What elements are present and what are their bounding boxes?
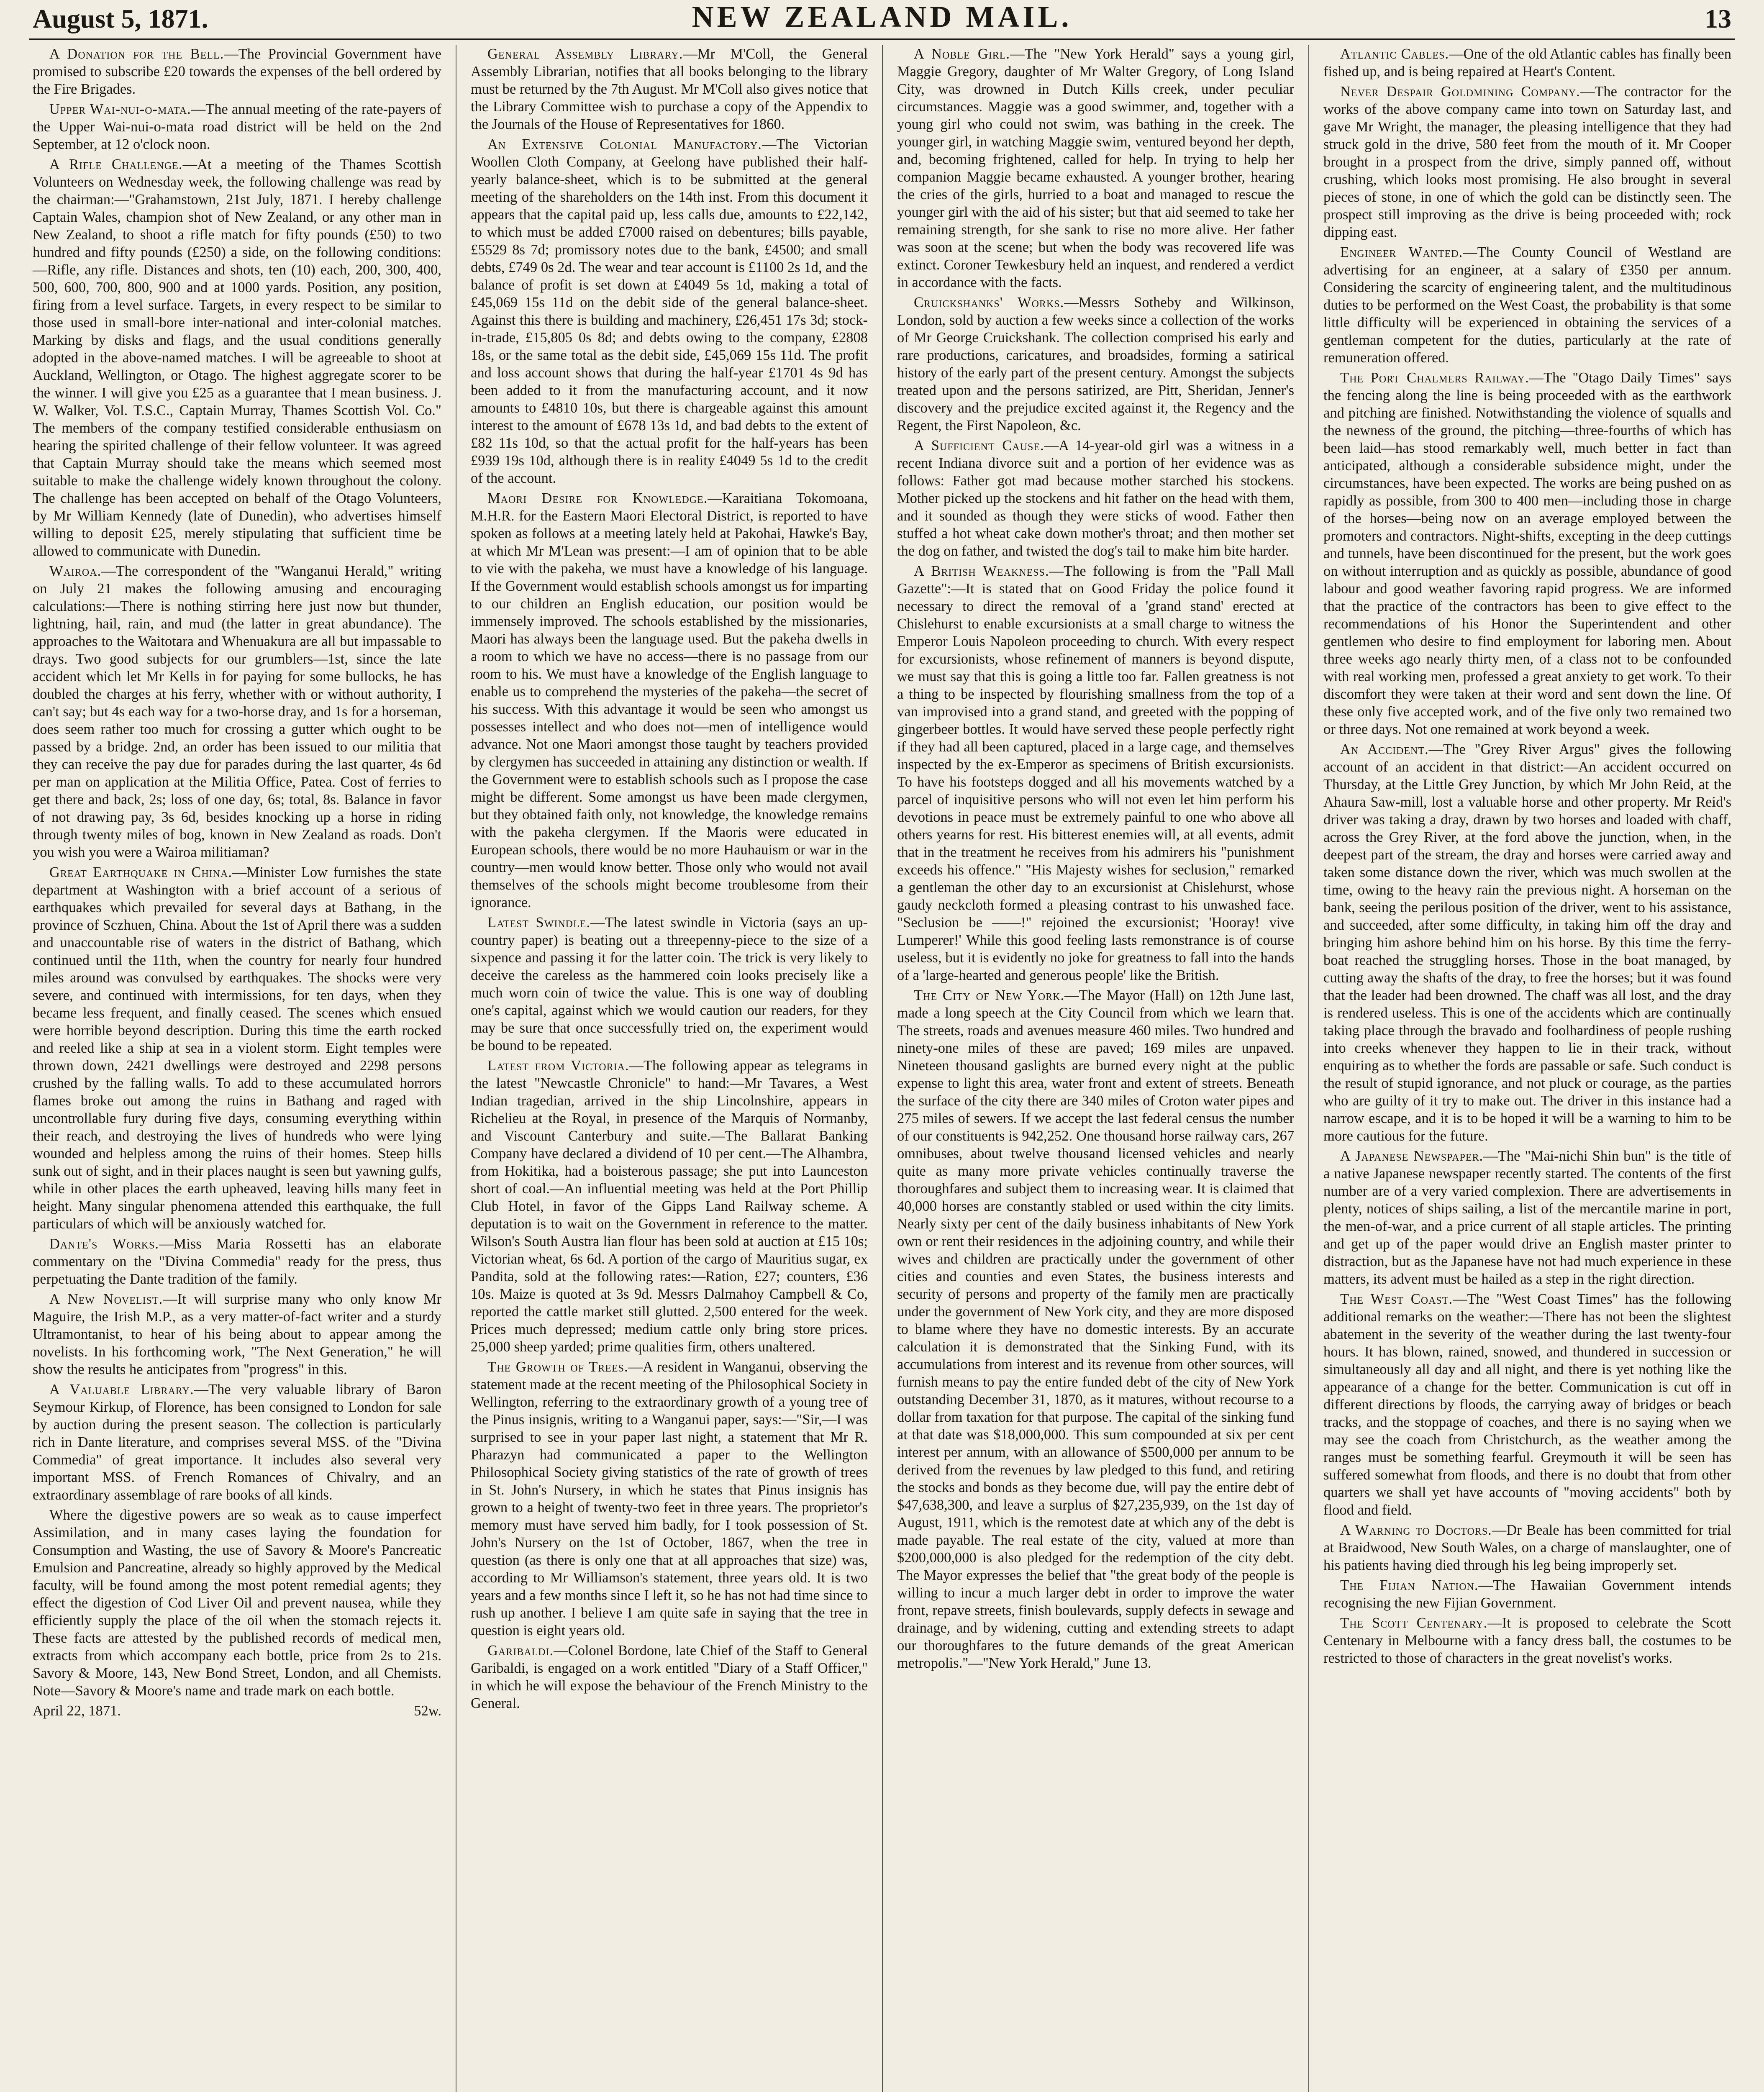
article-body: —The "Grey River Argus" gives the following account of an accident in that district:—An accident occurred on Thursday, at the Little Grey Junction, by which Mr John Reid, at the Ahaura Saw-mill, lost a valuable horse and other property. Mr Reid's driver was taking a dray, drawn by two horses and loaded with chaff, across the Grey River, at the ford above the junction, when, in the deepest part of the stream, the dray and horses were carried away and taken some distance down the river, which was much swollen at the time, owing to the heavy rain the previous night. A horseman on the bank, seeing the perilous position of the driver, went to his assistance, and succeeded, after some difficulty, in taking him off the dray and bringing him ashore behind him on his horse. By this time the ferry-boat reached the struggling horses. Those in the boat managed, by cutting away the shafts of the dray, to free the horses; but it was found that the leader had been drowned. The chaff was all lost, and the dray is rendered useless. This is one of the accidents which are continually taking place through the bravado and foolhardiness of people rushing into creeks whenever they happen to lie in their track, without enquiring as to whether the fords are passable or safe. Such conduct is the result of stupid ignorance, and not pluck or courage, as the parties who are guilty of it try to make out. The driver in this instance had a narrow escape, and it is to be hoped it will be a warning to him to be more cautious for the future. [1323, 741, 1731, 1144]
article-body: —The following appear as telegrams in the latest "Newcastle Chronicle" to hand:—Mr Tavares, a West Indian tragedian, arrived in the ship Lincolnshire, appears in Richelieu at the Royal, in presence of the Marquis of Normanby, and Viscount Canterbury and suite.—The Ballarat Banking Company have declared a dividend of 10 per cent.—The Alhambra, from Hokitika, had a boisterous passage; she put into Launceston short of coal.—An influential meeting was held at the Port Phillip Club Hotel, in favor of the Gipps Land Railway scheme. A deputation is to wait on the Government in reference to the matter. Wilson's South Austra lian flour has been sold at auction at £15 10s; Victorian wheat, 6s 6d. A portion of the cargo of Mauritius sugar, ex Pandita, sold at the following rates:—Ration, £27; counters, £36 10s. Maize is quoted at 3s 9d. Messrs Dalmahoy Campbell & Co, reported the cattle market still glutted. 2,500 entered for the week. Prices much depressed; medium cattle only bring store prices. 25,000 sheep yarded; prime qualities firm, others unaltered. [471, 1058, 868, 1355]
article-body: —It will surprise many who only know Mr Maguire, the Irish M.P., as a very matter-of-fact writer and a sturdy Ultramontanist, to hear of his being about to appear among the novelists. In his forthcoming work, "The Next Generation," he will show the results he anticipates from "progress" in this. [33, 1291, 441, 1377]
article-heading: Engineer Wanted. [1340, 244, 1463, 260]
article-body: —The Hawaiian Government intends recognising the new Fijian Government. [1323, 1577, 1731, 1611]
article-paragraph [33, 562, 441, 861]
article-body: —A resident in Wanganui, observing the statement made at the recent meeting of the Philosophical Society in Wellington, referring to the extraordinary growth of a young tree of the Pinus insignis, writing to a Wanganui paper, says:—"Sir,—I was surprised to see in your paper last night, a statement that Mr R. Pharazyn had communicated a paper to the Wellington Philosophical Society giving statistics of the rate of growth of trees in St. John's Nursery, in which he states that Pinus insignis has grown to a height of twenty-two feet in three years. The proprietor's memory must have served him badly, for I took possession of St. John's Nursery on the 1st of October, 1867, when the tree in question (as there is only one that at all approaches that size) was, according to Mr Williamson's statement, three years old. It is two years and a few months since I left it, so he has not had time since to rush up another. I believe I am quite safe in saying that the tree in question is eight years old. [471, 1359, 868, 1638]
article-heading: The Fijian Nation. [1340, 1577, 1479, 1593]
article-body: —The Victorian Woollen Cloth Company, at Geelong have published their half-yearly balance-sheet, which is to be submitted at the general meeting of the shareholders on the 14th inst. From this document it appears that the capital paid up, less calls due, amounts to £22,142, to which must be added £7000 raised on debentures; bills payable, £5529 8s 7d; promissory notes due to the bank, £4500; and small debts, £749 0s 2d. The wear and tear account is £1100 2s 1d, and the balance of profit is set down at £4049 5s 1d, making a total of £45,069 15s 11d on the debit side of the general balance-sheet. Against this there is building and machinery, £26,451 17s 3d; stock-in-trade, £15,805 0s 8d; and debts owing to the company, £2808 18s, or the same total as the debit side, £45,069 15s 11d. The profit and loss account shows that during the half-year £1701 4s 9d has been added to it from the manufacturing account, and it now amounts to £4810 10s, but there is chargeable against this amount interest to the amount of £678 13s 1d, and bad debts to the extent of £82 11s 10d, so that the actual profit for the half-years has been £939 19s 10d, although there is in reality £4049 5s 1d to the credit of the account. [471, 136, 868, 486]
article-body: —The Provincial Government have promised to subscribe £20 towards the expenses of the bell ordered by the Fire Brigades. [33, 46, 441, 97]
article-paragraph [33, 100, 441, 153]
article-body: —Minister Low furnishes the state department at Washington with a brief account of a serious of earthquakes which prevailed for several days at Bathang, in the province of Sczhuen, China. About the 1st of April there was a sudden and unaccountable rise of waters in the district of Bathang, which continued until the 11th, when the country for nearly four hundred miles around was convulsed by earthquakes. The shocks were very severe, and continued with intermissions, for ten days, when they became less frequent, and finally ceased. The scenes which ensued were horrible beyond description. During this time the earth rocked and reeled like a ship at sea in a violent storm. Eight temples were thrown down, 2421 dwellings were destroyed and 2298 persons crushed by the falling walls. To add to these accumulated horrors flames broke out among the ruins in Bathang and raged with uncontrollable fury during five days, consuming everything within their reach, and destroying the lives of hundreds who were lying wounded and helpless among the ruins of their homes. Steep hills sunk out of sight, and in their places naught is seen but yawning gulfs, while in other places the earth upheaved, leaving hills many feet in height. Many singular phenomena attended this earthquake, the full particulars of which will be anxiously watched for. [33, 864, 441, 1232]
article-heading: A Noble Girl. [914, 46, 1010, 62]
article-body: —The "West Coast Times" has the following additional remarks on the weather:—There has not been the slightest abatement in the severity of the weather during the last twenty-four hours. It has blown, rained, snowed, and thundered in succession or simultaneously all day and all night, and there is yet nothing like the appearance of a change for the better. Communication is cut off in different directions by floods, the carrying away of bridges or beach tracks, and the stoppage of coaches, and there is no saying when we may see the coach from Christchurch, as the weather among the ranges must be something fearful. Greymouth it will be seen has suffered somewhat from floods, and there is no doubt that from other quarters we shall yet have accounts of "moving accidents" both by flood and field. [1323, 1291, 1731, 1518]
article-heading: The Scott Centenary. [1340, 1615, 1488, 1631]
article-paragraph [33, 156, 441, 560]
article-paragraph [33, 1381, 441, 1504]
article-heading: A Valuable Library. [49, 1382, 194, 1397]
article-paragraph [471, 1642, 868, 1712]
article-body: —The "New York Herald" says a young girl, Maggie Gregory, daughter of Mr Walter Gregory, of Long Island City, was drowned in Dutch Kills creek, under peculiar circumstances. Maggie was a good swimmer, and, together with a young girl who could not swim, was bathing in the creek. The younger girl, in watching Maggie swim, ventured beyond her depth, and, becoming frightened, called for help. In trying to help her companion Maggie became exhausted. A younger brother, hearing the cries of the girls, hurried to a boat and managed to rescue the younger girl with the aid of his sister; but that aid seemed to take her remaining strength, for she sank to rise no more alive. Her father was soon at the scene; but when the body was recovered life was extinct. Coroner Tewkesbury held an inquest, and rendered a verdict in accordance with the facts. [897, 46, 1294, 290]
article-paragraph [1323, 1147, 1731, 1288]
advertisement-code: 52w. [414, 1703, 441, 1719]
article-paragraph [471, 45, 868, 133]
article-heading: Atlantic Cables. [1340, 46, 1449, 62]
article-body: —The annual meeting of the rate-payers of the Upper Wai-nui-o-mata road district will be held on the 2nd September, at 12 o'clock noon. [33, 101, 441, 152]
article-heading: A Donation for the Bell. [49, 46, 224, 62]
article-body: —Karaitiana Tokomoana, M.H.R. for the Eastern Maori Electoral District, is reported to have spoken as follows at a meeting lately held at Pakohai, Hawke's Bay, at which Mr M'Lean was present:—I am of opinion that to be able to vie with the pakeha, we must have a knowledge of his language. If the Government would establish schools amongst us for imparting to our children an English education, our position would be immensely improved. The schools established by the missionaries, Maori has always been the language used. But the pakeha dwells in a room to which we have no access—there is no passage from our room to his. We must have a knowledge of the English language to enable us to comprehend the mysteries of the pakeha—the secret of his success. With this advantage it would be seen who amongst us possesses intellect and who does not—men of intelligence would advance. Not one Maori amongst those taught by teachers provided by clergymen has succeeded in attaining any distinction or wealth. If the Government were to establish schools such as I propose the case might be different. Some amongst us have been made clergymen, but they obtained faith only, not knowledge, the knowledge remains with the pakeha clergymen. If the Maoris were educated in European schools, there would be no more Hauhauism or war in the country—men would know better. Those only who would not avail themselves of the schools might become troublesome from their ignorance. [471, 490, 868, 910]
article-heading: A Japanese Newspaper. [1340, 1148, 1484, 1164]
article-body: —The correspondent of the "Wanganui Herald," writing on July 21 makes the following amusing and encouraging calculations:—There is nothing stirring here just now but thunder, lightning, hail, rain, and mud (the latter in great abundance). The approaches to the Waitotara and Whenuakura are all but impassable to drays. Two good subjects for our grumblers—1st, since the late accident which let Mr Kells in for paying for some bullocks, he has doubled the charges at his ferry, whether with or without authority, I can't say; but 4s each way for a two-horse dray, and 1s for a horseman, does seem rather too much for crossing a gutter which ought to be passed by a bridge. 2nd, an order has been issued to our militia that they can receive the pay due for parades during the last quarter, 4s 6d per man on application at the Militia Office, Patea. Cost of ferries to get there and back, 2s; loss of one day, 6s; total, 8s. Balance in favor of not drawing pay, 3s 6d, besides knocking up a horse in riding through twenty miles of bog, known in New Zealand as roads. Don't you wish you were a Wairoa militiaman? [33, 563, 441, 860]
advertisement-date: April 22, 1871. [33, 1703, 121, 1719]
article-heading: Dante's Works. [49, 1236, 159, 1252]
article-paragraph [1323, 1521, 1731, 1574]
article-body: —It is proposed to celebrate the Scott Centenary in Melbourne with a fancy dress ball, the costumes to be restricted to those of characters in the great novelist's works. [1323, 1615, 1731, 1666]
article-heading: A British Weakness. [914, 563, 1049, 579]
article-body: —At a meeting of the Thames Scottish Volunteers on Wednesday week, the following challenge was read by the chairman:—"Grahamstown, 21st July, 1871. I hereby challenge Captain Wales, champion shot of New Zealand, or any other man in New Zealand, to shoot a rifle match for fifty pounds (£50) to two hundred and fifty pounds (£250) a side, on the following conditions:—Rifle, any rifle. Distances and shots, ten (10) each, 200, 300, 400, 500, 600, 700, 800, 900 and at 1000 yards. Position, any position, firing from a level surface. Targets, in every respect to be similar to those used in small-bore inter-national and inter-colonial matches. Marking by disks and flags, and the usual conditions generally adopted in the above-named matches. I will be agreeable to shoot at Auckland, Wellington, or Otago. The highest aggregate scorer to be the winner. I will give you £25 as a guarantee that I mean business. J. W. Walker, Vol. T.S.C., Captain Murray, Thames Scottish Vol. Co." The members of the company testified considerable enthusiasm on hearing the spirited challenge of their fellow volunteer. It was agreed that Captain Murray should take the means which seemed most suitable to make the challenge widely known throughout the colony. The challenge has been accepted on behalf of the Otago Volunteers, by Mr William Kennedy (late of Dunedin), who advertises himself willing to deposit £25, merely stipulating that sufficient time be allowed to communicate with Dunedin. [33, 156, 441, 559]
article-heading: A New Novelist. [49, 1291, 163, 1307]
article-heading: Great Earthquake in China. [49, 864, 232, 880]
article-heading: An Extensive Colonial Manufactory. [487, 136, 762, 152]
article-heading: Wairoa. [49, 563, 102, 579]
column-4 [1308, 45, 1735, 2092]
article-heading: The Growth of Trees. [487, 1359, 628, 1375]
article-paragraph [471, 1358, 868, 1639]
article-paragraph [1323, 741, 1731, 1145]
masthead [29, 0, 1735, 40]
article-paragraph [897, 45, 1294, 291]
issue-date: August 5, 1871. [33, 4, 208, 33]
article-body: —The following is from the "Pall Mall Gazette":—It is stated that on Good Friday the police found it necessary to direct the removal of a 'grand stand' erected at Chislehurst to enable excursionists at a small charge to witness the Emperor Louis Napoleon proceeding to church. With every respect for excursionists, whose refinement of manners is beyond dispute, we must say that this is going a little too far. Fallen greatness is not a thing to be inspected by flourishing smallness from the top of a van improvised into a grand stand, and greeted with the popping of gingerbeer bottles. It would have served these people perfectly right if they had all been captured, placed in a large cage, and themselves inspected by the ex-Emperor as specimens of British excursionists. To have his footsteps dogged and all his movements watched by a parcel of inquisitive persons who will not even let him perform his devotions in peace must be extremely painful to one who above all others yearns for rest. His bitterest enemies will, at all events, admit that in the treatment he receives from his admirers his "punishment exceeds his offence." "His Majesty wishes for seclusion," remarked a gentleman the other day to an excursionist at Chislehurst, whose gaudy neckcloth formed a pleasing contrast to his unwashed face. "Seclusion be ——!" rejoined the excursionist; 'Hooray! vive Lumperer!' While this good feeling lasts remonstrance is of course useless, but it is evidently no joke for greatness to fall into the hands of a 'large-hearted and generous people' like the British. [897, 563, 1294, 983]
article-heading: Latest from Victoria. [487, 1058, 629, 1074]
article-paragraph [33, 1235, 441, 1288]
article-body: —Miss Maria Rossetti has an elaborate commentary on the "Divina Commedia" ready for the press, thus perpetuating the Dante tradition of the family. [33, 1236, 441, 1287]
article-paragraph [1323, 244, 1731, 367]
article-paragraph [897, 987, 1294, 1672]
article-columns [29, 45, 1735, 2092]
article-paragraph [1323, 45, 1731, 80]
article-paragraph [897, 562, 1294, 984]
article-body: —The Mayor (Hall) on 12th June last, made a long speech at the City Council from which we learn that. The streets, roads and avenues measure 460 miles. Two hundred and ninety-one miles of these are paved; 169 miles are unpaved. Nineteen thousand gaslights are burned every night at the public expense to light this area, water front and extent of streets. Beneath the surface of the city there are 340 miles of Croton water pipes and 275 miles of sewers. If we accept the last federal census the number of our constituents is 942,252. One thousand horse railway cars, 267 omnibuses, about twelve thousand licensed vehicles and nearly quite as many more private vehicles continually traverse the thoroughfares and subject them to increasing wear. It is claimed that 40,000 horses are constantly stabled or used within the city limits. Nearly sixty per cent of the daily business inhabitants of New York own or rent their residences in the adjoining country, and while their wives and children are practically under the government of other cities and counties and even States, the business interests and security of persons and property of the family men are practically under the government of New York city, and they are more disposed to blame where they have no domestic interests. By an accurate calculation it is demonstrated that the Sinking Fund, with its accumulations from interest and its revenue from other sources, will furnish means to pay the entire funded debt of the city of New York outstanding December 31, 1870, as it matures, without recourse to a dollar from taxation for that purpose. The capital of the sinking fund at that date was $18,000,000. This sum compounded at six per cent interest per annum, with an allowance of $500,000 per annum to be derived from the revenues by law pledged to this fund, and retiring the stocks and bonds as they become due, will pay the entire debt of $47,638,300, and leave a surplus of $27,235,939, on the 1st day of August, 1911, which is the remotest date at which any of the debt is made payable. The real estate of the city, valued at more than $200,000,000 is also pledged for the redemption of the city debt. The Mayor expresses the belief that "the great body of the people is willing to incur a much larger debt in order to improve the water front, repave streets, finish boulevards, supply defects in sewage and drainage, and by widening, cutting and extending streets to adapt our thoroughfares to the future demands of the great American metropolis."—"New York Herald," June 13. [897, 987, 1294, 1671]
article-body: —The very valuable library of Baron Seymour Kirkup, of Florence, has been consigned to London for sale by auction during the present season. The collection is particularly rich in Dante literature, and comprises several MSS. of the "Divina Commedia" of great importance. It includes also several very important MSS. of French Romances of Chivalry, and an extraordinary assemblage of rare books of all kinds. [33, 1382, 442, 1503]
article-paragraph [33, 864, 441, 1233]
article-body: —Dr Beale has been committed for trial at Braidwood, New South Wales, on a charge of manslaughter, one of his patients having died through his leg being improperly set. [1323, 1522, 1731, 1573]
page-number: 13 [1705, 4, 1731, 33]
article-paragraph [471, 914, 868, 1054]
article-paragraph [33, 1290, 441, 1378]
article-body: —The latest swindle in Victoria (says an up-country paper) is beating out a threepenny-piece to the size of a sixpence and passing it for the latter coin. The trick is very likely to deceive the careless as the hammered coin looks precisely like a much worn coin of twice the value. This is one way of doubling one's capital, against which we would caution our readers, for they may be sure that once successfully tried on, the experiment would be bound to be repeated. [471, 915, 868, 1054]
article-body: —Messrs Sotheby and Wilkinson, London, sold by auction a few weeks since a collection of the works of Mr George Cruickshank. The collection comprised his early and rare productions, caricatures, and broadsides, forming a satirical history of the early part of the present century. Amongst the subjects treated upon and the persons satirized, are Pitt, Sheridan, Jenner's discovery and the prejudice excited against it, the Regency and the Regent, the First Napoleon, &c. [897, 295, 1294, 433]
newspaper-title: NEW ZEALAND MAIL. [692, 0, 1072, 33]
article-heading: A Sufficient Cause. [914, 438, 1044, 454]
article-heading: Maori Desire for Knowledge. [487, 490, 708, 506]
article-heading: The City of New York. [914, 987, 1065, 1003]
article-heading: General Assembly Library. [487, 46, 683, 62]
column-1 [29, 45, 456, 2092]
article-body: —Mr M'Coll, the General Assembly Librarian, notifies that all books belonging to the library must be returned by the 7th August. Mr M'Coll also gives notice that the Library Committee wish to purchase a copy of the Appendix to the Journals of the House of Representatives for 1860. [471, 46, 868, 132]
article-heading: Garibaldi. [487, 1643, 554, 1659]
article-heading: A Warning to Doctors. [1340, 1522, 1492, 1538]
article-paragraph [1323, 83, 1731, 241]
article-body: —A 14-year-old girl was a witness in a recent Indiana divorce suit and a portion of her evidence was as follows: Father got mad because mother starched his stockens. Mother picked up the stockens and hit father on the head with them, and it sounded as though they were sticks of wood. Father then stuffed a hot wheat cake down mother's throat; and then mother set the dog on father, and twisted the dog's tail to make him bite harder. [897, 438, 1294, 559]
article-body: —Colonel Bordone, late Chief of the Staff to General Garibaldi, is engaged on a work entitled "Diary of a Staff Officer," in which he will expose the behaviour of the French Ministry to the General. [471, 1643, 868, 1711]
article-heading: The West Coast. [1340, 1291, 1453, 1307]
article-paragraph [471, 1057, 868, 1356]
article-paragraph [1323, 1577, 1731, 1612]
article-body: —The County Council of Westland are advertising for an engineer, at a salary of £350 per annum. Considering the scarcity of engineering talent, and the multitudinous duties to be performed on the West Coast, the probability is that some little difficulty will be experienced in obtaining the services of a gentleman competent for the duties, particularly at the rate of remuneration offered. [1323, 244, 1731, 366]
column-3 [882, 45, 1308, 2092]
article-paragraph [1323, 1614, 1731, 1667]
article-heading: A Rifle Challenge. [49, 156, 183, 172]
article-heading: The Port Chalmers Railway. [1340, 370, 1529, 386]
article-paragraph [471, 490, 868, 911]
article-heading: Latest Swindle. [487, 915, 590, 931]
article-heading: An Accident. [1340, 741, 1429, 757]
advertisement-footer [33, 1702, 441, 1720]
article-paragraph [33, 1506, 441, 1700]
article-paragraph [471, 136, 868, 487]
column-2 [456, 45, 882, 2092]
article-body: —One of the old Atlantic cables has finally been fished up, and is being repaired at Heart's Content. [1323, 46, 1731, 79]
article-paragraph [1323, 369, 1731, 738]
article-body: —The "Otago Daily Times" says the fencing along the line is being proceeded with as the earthwork and pitching are finished. Notwithstanding the violence of squalls and the newness of the ground, the pitching—three-fourths of which has been laid—has stood remarkably well, much better in fact than anticipated, although a considerable subsidence might, under the circumstances, have been expected. The works are being pushed on as rapidly as possible, from 300 to 400 men—including those in charge of the horses—being now on an average employed between the promoters and contractors. Night-shifts, excepting in the deep cuttings and tunnels, have been discontinued for the present, but the work goes on without interruption and as quickly as possible, abundance of good labour and good weather favoring rapid progress. We are informed that the practice of the contractors has been to give effect to the recommendations of his Honor the Superintendent and other gentlemen who desire to find employment for laboring men. About three weeks ago nearly thirty men, of a class not to be confounded with real working men, professed a great anxiety to get work. To their discomfort they were taken at their word and sent down the line. Of these only five accepted work, and of the five only two remained two or three days. Not one remained at work beyond a week. [1323, 370, 1732, 737]
article-paragraph [897, 437, 1294, 560]
article-body: —The "Mai-nichi Shin bun" is the title of a native Japanese newspaper recently started. The contents of the first number are of a very varied complexion. There are advertisements in plenty, notices of ships sailing, a list of the mercantile marine in port, the men-of-war, and a price current of all staple articles. The printing and get up of the paper would drive an English master printer to distraction, but as the Japanese have not had much experience in these matters, its advent must be hailed as a step in the right direction. [1323, 1148, 1731, 1287]
article-heading: Never Despair Goldmining Company. [1340, 84, 1580, 100]
article-paragraph [1323, 1290, 1731, 1519]
article-paragraph [33, 45, 441, 98]
article-heading: Cruickshanks' Works. [914, 295, 1064, 310]
article-heading: Upper Wai-nui-o-mata. [49, 101, 191, 117]
article-body: Where the digestive powers are so weak as to cause imperfect Assimilation, and in many cases laying the foundation for Consumption and Wasting, the use of Savory & Moore's Pancreatic Emulsion and Pancreatine, already so highly approved by the Medical faculty, will be found among the most potent remedial agents; they effect the digestion of Cod Liver Oil and prevent nausea, while they efficiently supply the place of the oil when the stomach rejects it. These facts are attested by the published records of medical men, extracts from which accompany each bottle, price from 2s to 21s. Savory & Moore, 143, New Bond Street, London, and all Chemists. Note—Savory & Moore's name and trade mark on each bottle. [33, 1507, 441, 1699]
article-body: —The contractor for the works of the above company came into town on Saturday last, and gave Mr Wright, the manager, the pleasing intelligence that they had struck gold in the drive, 580 feet from the mouth of it. Mr Cooper brought in a prospect from the drive, simply panned off, without crushing, which looks most promising. He also brought in several pieces of stone, in one of which the gold can be distinctly seen. The prospect still improving as the drive is being proceeded with; rock dipping east. [1323, 84, 1731, 240]
article-paragraph [897, 294, 1294, 434]
